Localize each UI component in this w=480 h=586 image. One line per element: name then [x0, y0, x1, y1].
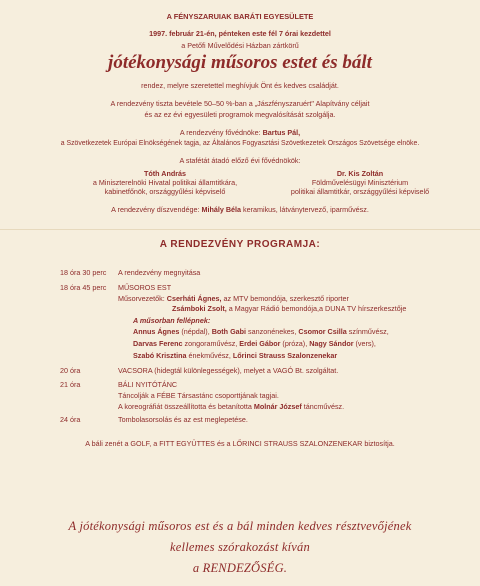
closing-line-2: kellemes szórakozást kíván	[170, 540, 310, 554]
guest-label: A rendezvény díszvendége:	[111, 205, 200, 214]
time-4: 21 óra	[60, 380, 81, 389]
choreo-pre: A koreográfiát összeállította és betanította	[118, 402, 252, 411]
time-3: 20 óra	[60, 366, 81, 375]
patron-label: A rendezvény fővédnöke:	[179, 128, 261, 137]
event-title: jótékonysági műsoros estet és bált	[108, 52, 372, 73]
performer-4-desc: zongoraművész,	[184, 339, 238, 348]
closing-line-3: a RENDEZŐSÉG.	[192, 561, 288, 575]
performers-line-1	[133, 327, 389, 336]
event-4-detail-2	[118, 402, 344, 411]
previous-label: A stafétát átadó előző évi fővédnökök:	[179, 156, 301, 165]
event-2: MŰSOROS EST	[118, 283, 172, 292]
time-2: 18 óra 45 perc	[60, 283, 107, 292]
choreo-post: táncművész.	[303, 402, 345, 411]
prev-right-line2: politikai államtitkár, országgyűlési képviselő	[290, 187, 430, 196]
patron-desc: a Szövetkezetek Európai Elnökségének tagja, az Általános Fogyasztási Szövetkezetek Országos Szövetsége elnöke.	[60, 140, 420, 147]
host-2-desc: a Magyar Rádió bemondója,a DUNA TV hírszerkesztője	[228, 304, 407, 313]
performers-line-3	[133, 351, 337, 360]
performer-5-desc: (próza),	[282, 339, 308, 348]
hosts-label: Műsorvezetők:	[118, 294, 165, 303]
prev-left-line1: a Miniszterelnöki Hivatal politikai államtitkára,	[92, 178, 238, 187]
performer-6-name: Nagy Sándor	[309, 339, 354, 348]
patron-line	[0, 128, 480, 137]
invite-line: rendez, melyre szeretettel meghívjuk Önt és kedves családját.	[141, 81, 339, 90]
prev-left-line2: kabinetfőnök, országgyűlési képviselő	[104, 187, 226, 196]
time-5: 24 óra	[60, 415, 81, 424]
prev-right-name: Dr. Kis Zoltán	[336, 169, 384, 178]
choreo-name: Molnár József	[253, 402, 302, 411]
host-1-name: Cserháti Ágnes,	[166, 294, 222, 303]
performer-4-name: Darvas Ferenc	[133, 339, 183, 348]
event-3: VACSORA (hidegtál különlegességek), melyet a VAGÓ Bt. szolgáltat.	[118, 366, 339, 375]
event-4-detail-1: Táncolják a FÉBE Társastánc csoporttjának tagjai.	[118, 391, 279, 400]
org-name: A FÉNYSZARUIAK BARÁTI EGYESÜLETE	[166, 12, 314, 21]
patron-name: Bartus Pál,	[262, 128, 301, 137]
performer-7-name: Szabó Krisztina	[133, 351, 187, 360]
hosts-line-1	[118, 294, 349, 303]
performer-7-desc: énekművész,	[188, 351, 231, 360]
performers-line-2	[133, 339, 376, 348]
hosts-line-2	[172, 304, 406, 313]
event-4: BÁLI NYITÓTÁNC	[118, 380, 178, 389]
fold-line	[0, 229, 480, 230]
performer-3-name: Csomor Csilla	[298, 327, 347, 336]
purpose-line-1: A rendezvény tiszta bevétele 50–50 %-ban a „Jászfényszaruért" Alapítvány céljait	[110, 99, 370, 108]
prev-right-line1: Földművelésügyi Minisztérium	[311, 178, 409, 187]
music-line: A báli zenét a GOLF, a FITT EGYÜTTES és a LŐRINCI STRAUSS SZALONZENEKAR biztosítja.	[85, 439, 395, 448]
performer-1-name: Annus Ágnes	[133, 327, 180, 336]
host-2-name: Zsámboki Zsolt,	[172, 304, 227, 313]
host-1-desc: az MTV bemondója, szerkesztő riporter	[223, 294, 349, 303]
time-1: 18 óra 30 perc	[60, 268, 107, 277]
venue-line: a Petőfi Művelődési Házban zártkörű	[181, 41, 299, 50]
guest-line	[0, 205, 480, 214]
closing-line-1: A jótékonysági műsoros est és a bál minden kedves résztvevőjének	[68, 519, 412, 533]
performer-6-desc: (vers),	[355, 339, 376, 348]
program-heading: A RENDEZVÉNY PROGRAMJA:	[159, 239, 321, 250]
performer-2-name: Both Gabi	[211, 327, 247, 336]
event-1: A rendezvény megnyitása	[118, 268, 201, 277]
performer-8-name: Lőrinci Strauss Szalonzenekar	[232, 351, 338, 360]
performers-label: A műsorban fellépnek:	[133, 316, 211, 325]
performer-2-desc: sanzonénekes,	[248, 327, 297, 336]
guest-name: Mihály Béla	[201, 205, 242, 214]
date-line: 1997. február 21-én, pénteken este fél 7 órai kezdettel	[149, 29, 331, 38]
performer-5-name: Erdei Gábor	[239, 339, 281, 348]
guest-desc: keramikus, látványtervező, iparművész.	[243, 205, 369, 214]
performer-1-desc: (népdal),	[181, 327, 210, 336]
performer-3-desc: színművész,	[348, 327, 389, 336]
event-5: Tombolasorsolás és az est meglepetése.	[118, 415, 248, 424]
purpose-line-2: és az ez évi egyesületi programok megvalósítását szolgálja.	[144, 110, 336, 119]
prev-left-name: Tóth András	[143, 169, 187, 178]
